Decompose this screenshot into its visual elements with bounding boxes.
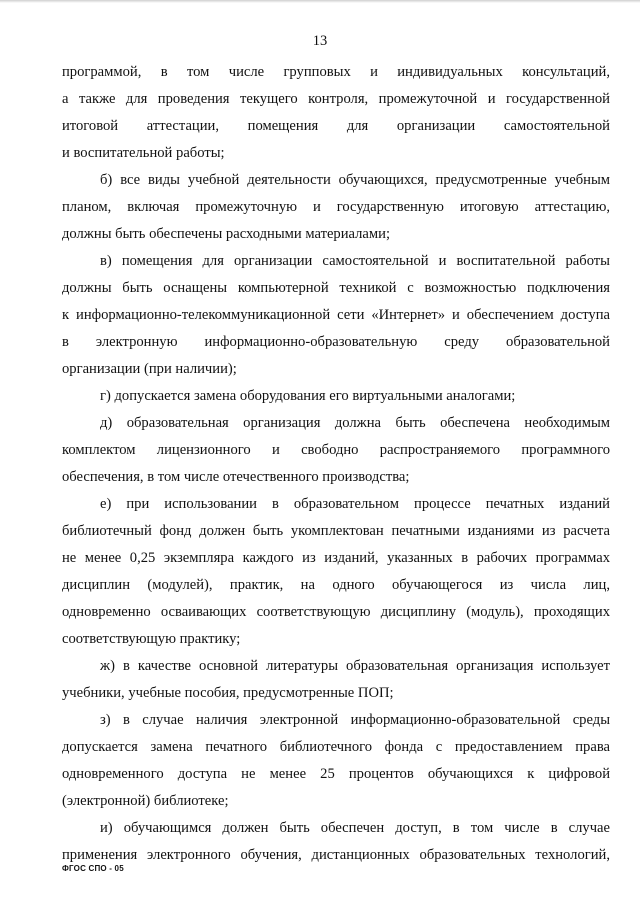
page-number: 13 bbox=[312, 33, 328, 49]
scan-top-edge bbox=[0, 0, 640, 3]
text-line: планом, включая промежуточную и государственную итоговую аттестацию, bbox=[62, 199, 610, 215]
paragraph bbox=[62, 167, 610, 248]
text-line: не менее 0,25 экземпляра каждого из изданий, указанных в рабочих программах bbox=[62, 550, 610, 566]
text-line: обеспечения, в том числе отечественного производства; bbox=[62, 469, 410, 485]
text-line: одновременно осваивающих соответствующую дисциплину (модуль), проходящих bbox=[62, 604, 610, 620]
text-line: должны быть обеспечены расходными материалами; bbox=[62, 226, 390, 242]
text-line: должны быть оснащены компьютерной техникой с возможностью подключения bbox=[62, 280, 610, 296]
text-line: библиотечный фонд должен быть укомплектован печатными изданиями из расчета bbox=[62, 523, 610, 539]
paragraph bbox=[62, 653, 610, 707]
text-line: г) допускается замена оборудования его виртуальными аналогами; bbox=[100, 388, 516, 404]
text-line: одновременного доступа не менее 25 процентов обучающихся к цифровой bbox=[62, 766, 610, 782]
text-line: допускается замена печатного библиотечного фонда с предоставлением права bbox=[62, 739, 610, 755]
footer-code: ФГОС СПО - 05 bbox=[62, 864, 124, 873]
text-line: комплектом лицензионного и свободно распространяемого программного bbox=[62, 442, 610, 458]
text-line: б) все виды учебной деятельности обучающихся, предусмотренные учебным bbox=[100, 172, 610, 188]
text-line: учебники, учебные пособия, предусмотренные ПОП; bbox=[62, 685, 394, 701]
paragraph bbox=[62, 491, 610, 653]
text-line: к информационно-телекоммуникационной сети «Интернет» и обеспечением доступа bbox=[62, 307, 610, 323]
paragraph bbox=[62, 248, 610, 383]
paragraph bbox=[62, 410, 610, 491]
text-line: дисциплин (модулей), практик, на одного обучающегося из числа лиц, bbox=[62, 577, 610, 593]
text-line: программой, в том числе групповых и индивидуальных консультаций, bbox=[62, 64, 610, 80]
body-text bbox=[62, 59, 610, 869]
text-line: в электронную информационно-образовательную среду образовательной bbox=[62, 334, 610, 350]
text-line: и) обучающимся должен быть обеспечен доступ, в том числе в случае bbox=[100, 820, 610, 836]
text-line: итоговой аттестации, помещения для организации самостоятельной bbox=[62, 118, 610, 134]
text-line: ж) в качестве основной литературы образовательная организация использует bbox=[100, 658, 610, 674]
paragraph bbox=[62, 707, 610, 815]
text-line: з) в случае наличия электронной информационно-образовательной среды bbox=[100, 712, 610, 728]
paragraph bbox=[62, 383, 610, 410]
text-line: е) при использовании в образовательном процессе печатных изданий bbox=[100, 496, 610, 512]
text-line: и воспитательной работы; bbox=[62, 145, 225, 161]
paragraph bbox=[62, 59, 610, 167]
text-line: д) образовательная организация должна быть обеспечена необходимым bbox=[100, 415, 610, 431]
text-line: а также для проведения текущего контроля, промежуточной и государственной bbox=[62, 91, 610, 107]
text-line: организации (при наличии); bbox=[62, 361, 237, 377]
paragraph bbox=[62, 815, 610, 869]
text-line: соответствующую практику; bbox=[62, 631, 241, 647]
text-line: (электронной) библиотеке; bbox=[62, 793, 229, 809]
text-line: применения электронного обучения, дистанционных образовательных технологий, bbox=[62, 847, 610, 863]
text-line: в) помещения для организации самостоятельной и воспитательной работы bbox=[100, 253, 610, 269]
